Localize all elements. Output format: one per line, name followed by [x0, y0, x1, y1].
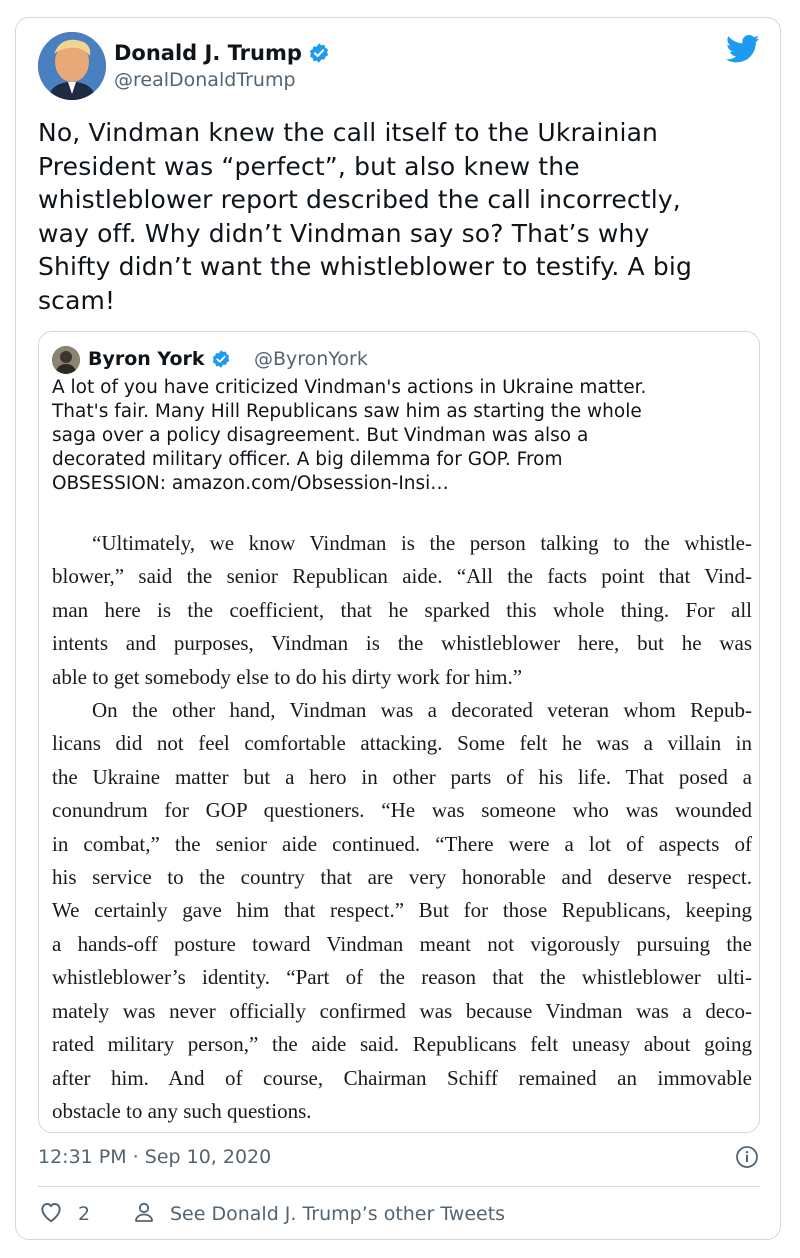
book-excerpt-line: after him. And of course, Chairman Schiff remained an immovable — [52, 1065, 752, 1090]
book-excerpt-line: man here is the coefficient, that he sparked this whole thing. For all — [52, 597, 752, 622]
book-excerpt-line: mately was never officially confirmed was because Vindman was a deco- — [52, 998, 752, 1023]
tweet-text — [38, 116, 758, 317]
quoted-author-avatar[interactable] — [52, 346, 80, 374]
like-count: 2 — [78, 1203, 91, 1225]
verified-badge-icon — [308, 42, 330, 64]
quoted-author-handle[interactable]: @ByronYork — [254, 348, 368, 370]
tweet-text-line: scam! — [38, 285, 116, 315]
heart-icon — [38, 1199, 64, 1229]
book-excerpt-line: intents and purposes, Vindman is the whistleblower here, but he was — [52, 631, 752, 656]
see-other-tweets-label: See Donald J. Trump’s other Tweets — [170, 1203, 506, 1225]
book-excerpt-image[interactable] — [52, 527, 752, 1128]
author-name-label: Donald J. Trump — [114, 41, 302, 65]
book-excerpt-line: licans did not feel comfortable attacking. Some felt he was a villain in — [52, 731, 752, 756]
book-excerpt-line: whistleblower’s identity. “Part of the reason that the whistleblower ulti- — [52, 965, 752, 990]
tweet-text-line: Shifty didn’t want the whistleblower to testify. A big — [38, 252, 692, 281]
see-other-tweets-link[interactable] — [132, 1200, 505, 1228]
info-icon[interactable] — [735, 1145, 759, 1169]
quoted-author-name[interactable] — [88, 346, 231, 372]
quoted-author-name-label: Byron York — [88, 348, 205, 370]
tweet-text-line: way off. Why didn’t Vindman say so? That’s why — [38, 218, 650, 248]
tweet-text-line: whistleblower report described the call incorrectly, — [38, 185, 681, 214]
tweet-text-line: President was “perfect”, but also knew the — [38, 151, 580, 181]
book-excerpt-line: a hands-off posture toward Vindman meant not vigorously pursuing the — [52, 931, 752, 956]
quoted-text-line: decorated military officer. A big dilemma for GOP. From — [52, 449, 563, 470]
quoted-text-line: OBSESSION: amazon.com/Obsession-Insi… — [52, 473, 449, 494]
book-excerpt-line: able to get somebody else to do his dirty work for him.” — [52, 664, 523, 689]
book-excerpt-line: the Ukraine matter but a hero in other parts of his life. That posed a — [52, 764, 752, 789]
tweet-text-line: No, Vindman knew the call itself to the Ukrainian — [38, 118, 659, 147]
verified-badge-icon — [211, 349, 231, 369]
author-name[interactable] — [114, 40, 330, 66]
quoted-text-line: saga over a policy disagreement. But Vindman was also a — [52, 425, 589, 446]
book-excerpt-line: in combat,” the senior aide continued. “There were a lot of aspects of — [52, 831, 752, 856]
like-button[interactable] — [38, 1200, 90, 1228]
person-icon — [132, 1199, 156, 1229]
book-excerpt-line: blower,” said the senior Republican aide. “All the facts point that Vind- — [52, 564, 752, 589]
book-excerpt-line: conundrum for GOP questioners. “He was someone who was wounded — [52, 798, 752, 823]
twitter-bird-icon[interactable] — [726, 34, 760, 64]
book-excerpt-line: his service to the country that are very honorable and deserve respect. — [52, 865, 752, 890]
quoted-tweet-text — [52, 376, 752, 496]
book-excerpt-line: obstacle to any such questions. — [52, 1098, 312, 1123]
book-excerpt-line: On the other hand, Vindman was a decorated veteran whom Repub- — [92, 698, 752, 723]
author-avatar[interactable] — [38, 32, 106, 100]
quoted-text-line: A lot of you have criticized Vindman's actions in Ukraine matter. — [52, 377, 647, 398]
book-excerpt-line: rated military person,” the aide said. Republicans felt uneasy about going — [52, 1032, 752, 1057]
book-excerpt-line: We certainly gave him that respect.” But for those Republicans, keeping — [52, 898, 752, 923]
book-excerpt-line: “Ultimately, we know Vindman is the person talking to the whistle- — [92, 531, 752, 555]
footer-divider — [38, 1186, 760, 1187]
quoted-text-line: That's fair. Many Hill Republicans saw him as starting the whole — [52, 401, 642, 422]
author-handle[interactable]: @realDonaldTrump — [114, 69, 296, 91]
tweet-timestamp[interactable]: 12:31 PM · Sep 10, 2020 — [38, 1146, 272, 1168]
